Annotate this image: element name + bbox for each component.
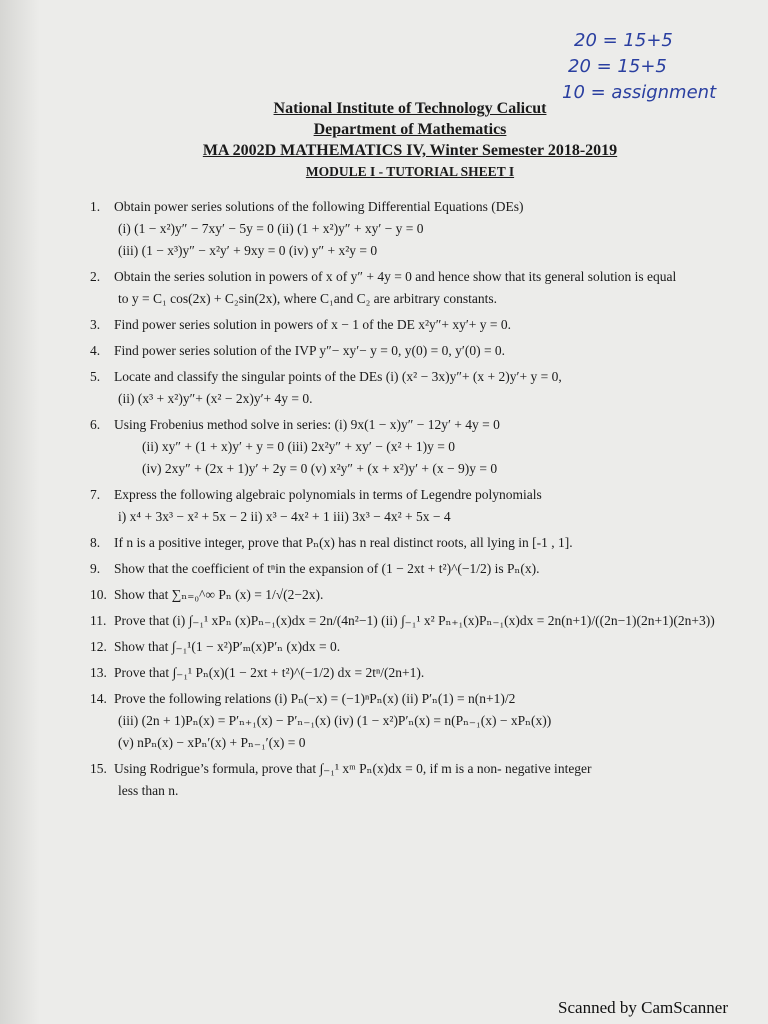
problem-item — [90, 266, 740, 310]
problem-number: 4. — [90, 343, 101, 358]
problem-number: 9. — [90, 561, 101, 576]
problem-list — [90, 196, 740, 806]
problem-number: 13. — [90, 665, 107, 680]
problem-item — [90, 662, 740, 684]
problem-subpart: (iv) 2xy″ + (2x + 1)y′ + 2y = 0 (v) x²y″ + (x + x²)y′ + (x − 9)y = 0 — [142, 461, 498, 476]
document-header — [130, 98, 690, 182]
problem-number: 3. — [90, 317, 101, 332]
problem-text: Obtain the series solution in powers of x of y″ + 4y = 0 and hence show that its general solution is equal — [114, 269, 677, 284]
problem-item — [90, 584, 740, 606]
problem-subpart: to y = C₁ cos(2x) + C₂sin(2x), where C₁and C₂ are arbitrary constants. — [118, 291, 497, 306]
problem-subpart: (v) nPₙ(x) − xPₙ′(x) + Pₙ₋₁′(x) = 0 — [118, 735, 306, 750]
problem-text: Using Rodrigue’s formula, prove that ∫₋₁¹ xᵐ Pₙ(x)dx = 0, if m is a non- negative integer — [114, 761, 592, 776]
problem-text: If n is a positive integer, prove that Pₙ(x) has n real distinct roots, all lying in [-1 , 1]. — [114, 535, 573, 550]
problem-item — [90, 484, 740, 528]
problem-subpart: i) x⁴ + 3x³ − x² + 5x − 2 ii) x³ − 4x² + 1 iii) 3x³ − 4x² + 5x − 4 — [118, 509, 451, 524]
problem-text: Prove the following relations (i) Pₙ(−x) = (−1)ⁿPₙ(x) (ii) P′ₙ(1) = n(n+1)/2 — [114, 691, 516, 706]
problem-number: 6. — [90, 417, 101, 432]
problem-text: Prove that ∫₋₁¹ Pₙ(x)(1 − 2xt + t²)^(−1/2) dx = 2tⁿ/(2n+1). — [114, 665, 425, 680]
department-name: Department of Mathematics — [313, 121, 507, 138]
problem-subpart: (ii) (x³ + x²)y″+ (x² − 2x)y′+ 4y = 0. — [118, 391, 313, 406]
problem-text: Show that the coefficient of tⁿin the expansion of (1 − 2xt + t²)^(−1/2) is Pₙ(x). — [114, 561, 540, 576]
problem-number: 15. — [90, 761, 107, 776]
problem-text: Locate and classify the singular points of the DEs (i) (x² − 3x)y″+ (x + 2)y′+ y = 0, — [114, 369, 562, 384]
handwritten-line: 10 = assignment — [562, 82, 717, 103]
problem-number: 14. — [90, 691, 107, 706]
problem-subpart: less than n. — [118, 783, 179, 798]
problem-item — [90, 688, 740, 754]
institute-name: National Institute of Technology Calicut — [273, 100, 547, 117]
problem-number: 5. — [90, 369, 101, 384]
page-edge-shadow — [0, 0, 40, 1024]
handwritten-line: 20 = 15+5 — [574, 30, 673, 51]
problem-text: Prove that (i) ∫₋₁¹ xPₙ (x)Pₙ₋₁(x)dx = 2n/(4n²−1) (ii) ∫₋₁¹ x² Pₙ₊₁(x)Pₙ₋₁(x)dx = 2n(n+1)/((2n−1)(2n+1)(2n+3)) — [114, 613, 715, 628]
problem-text: Show that ∑ₙ₌₀^∞ Pₙ (x) = 1/√(2−2x). — [114, 587, 324, 602]
problem-text: Find power series solution in powers of x − 1 of the DE x²y″+ xy′+ y = 0. — [114, 317, 512, 332]
problem-item — [90, 414, 740, 480]
course-title: MA 2002D MATHEMATICS IV, Winter Semester 2018-2019 — [202, 142, 618, 159]
problem-item — [90, 366, 740, 410]
problem-number: 10. — [90, 587, 107, 602]
problem-number: 7. — [90, 487, 101, 502]
problem-subpart: (ii) xy″ + (1 + x)y′ + y = 0 (iii) 2x²y″ + xy′ − (x² + 1)y = 0 — [142, 439, 455, 454]
problem-text: Using Frobenius method solve in series: (i) 9x(1 − x)y″ − 12y′ + 4y = 0 — [114, 417, 500, 432]
problem-text: Obtain power series solutions of the following Differential Equations (DEs) — [114, 199, 524, 214]
handwritten-line: 20 = 15+5 — [568, 56, 667, 77]
problem-item — [90, 610, 740, 632]
problem-item — [90, 196, 740, 262]
handwritten-note — [562, 28, 732, 106]
problem-number: 12. — [90, 639, 107, 654]
problem-text: Show that ∫₋₁¹(1 − x²)P′ₘ(x)P′ₙ (x)dx = 0. — [114, 639, 341, 654]
problem-number: 11. — [90, 613, 107, 628]
problem-subpart: (iii) (2n + 1)Pₙ(x) = P′ₙ₊₁(x) − P′ₙ₋₁(x) (iv) (1 − x²)P′ₙ(x) = n(Pₙ₋₁(x) − xPₙ(x)) — [118, 713, 552, 728]
module-title: MODULE I - TUTORIAL SHEET I — [305, 164, 515, 179]
problem-item — [90, 558, 740, 580]
problem-item — [90, 532, 740, 554]
problem-item — [90, 340, 740, 362]
problem-number: 2. — [90, 269, 101, 284]
problem-number: 8. — [90, 535, 101, 550]
problem-number: 1. — [90, 199, 101, 214]
problem-subpart: (i) (1 − x²)y″ − 7xy′ − 5y = 0 (ii) (1 + x²)y″ + xy′ − y = 0 — [118, 221, 424, 236]
problem-item — [90, 314, 740, 336]
problem-subpart: (iii) (1 − x³)y″ − x²y′ + 9xy = 0 (iv) y″ + x²y = 0 — [118, 243, 378, 258]
problem-item — [90, 636, 740, 658]
problem-text: Express the following algebraic polynomials in terms of Legendre polynomials — [114, 487, 542, 502]
problem-text: Find power series solution of the IVP y″− xy′− y = 0, y(0) = 0, y′(0) = 0. — [114, 343, 506, 358]
scanner-watermark: Scanned by CamScanner — [558, 998, 728, 1017]
problem-item — [90, 758, 740, 802]
